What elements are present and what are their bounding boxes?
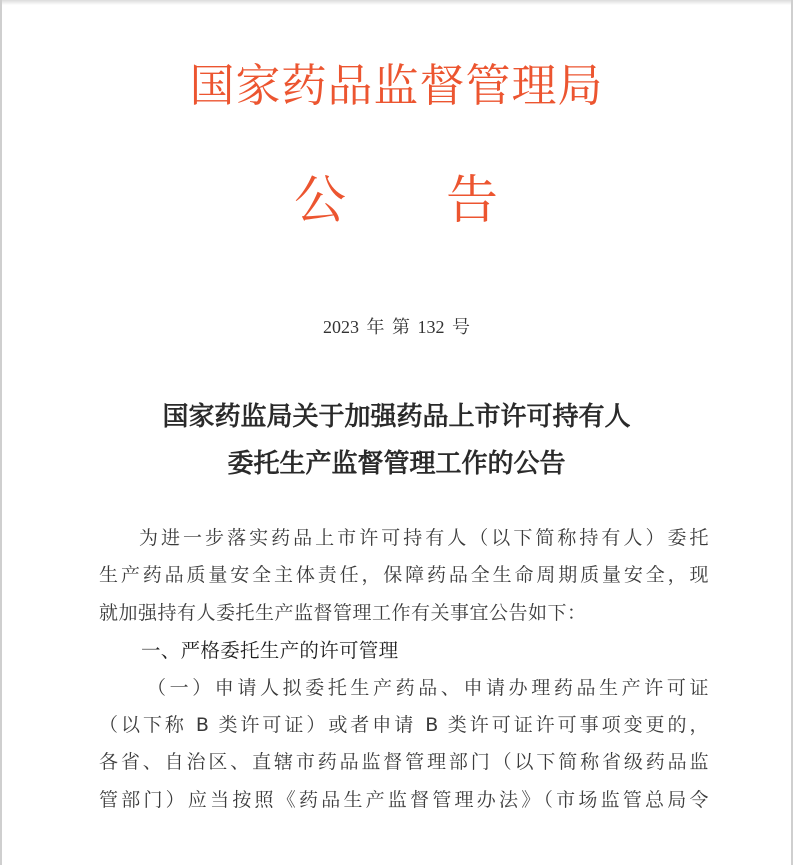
- section-heading: 一、严格委托生产的许可管理: [141, 639, 399, 663]
- body-paragraph-line: 管部门）应当按照《药品生产监督管理办法》（市场监管总局令: [99, 788, 709, 811]
- page-top-shadow: [2, 0, 791, 5]
- body-paragraph-line: 为进一步落实药品上市许可持有人（以下简称持有人）委托: [139, 527, 709, 549]
- document-title: [2, 394, 791, 488]
- body-paragraph-line: 生产药品质量安全主体责任，保障药品全生命周期质量安全，现: [99, 564, 709, 587]
- notice-heading-char-2: 告: [446, 171, 499, 231]
- body-paragraph-line: 各省、自治区、直辖市药品监督管理部门（以下简称省级药品监: [99, 751, 709, 774]
- body-paragraph-line: 就加强持有人委托生产监督管理工作有关事宜公告如下：: [99, 601, 587, 624]
- notice-heading-char-1: 公: [294, 171, 347, 231]
- document-body: [99, 520, 709, 819]
- document-title-line-1: 国家药监局关于加强药品上市许可持有人: [162, 402, 631, 432]
- body-paragraph-line: （以下称 B 类许可证）或者申请 B 类许可证许可事项变更的，: [99, 713, 709, 736]
- body-paragraph-line: （一）申请人拟委托生产药品、申请办理药品生产许可证: [147, 676, 709, 699]
- document-number: 2023 年 第 132 号: [323, 317, 470, 337]
- document-title-line-2: 委托生产监督管理工作的公告: [227, 449, 566, 479]
- agency-masthead: 国家药品监督管理局: [189, 59, 604, 112]
